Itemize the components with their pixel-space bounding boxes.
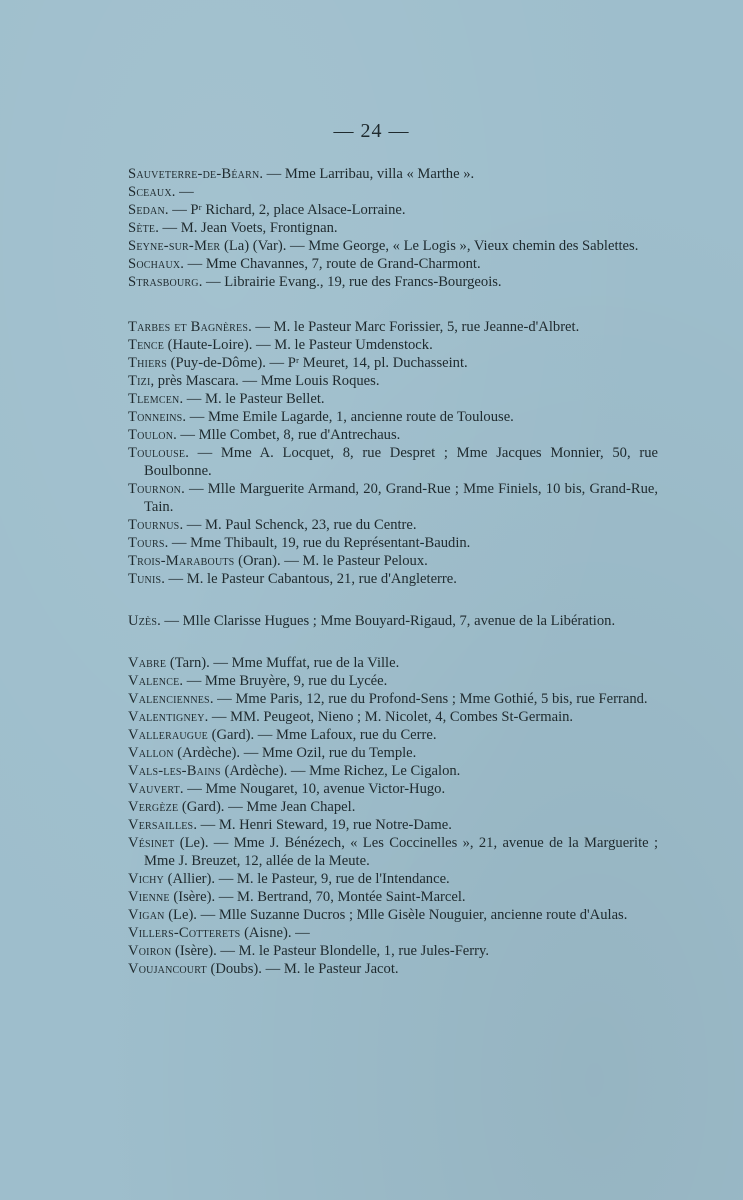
list-item xyxy=(128,318,658,336)
entry-details: . — Librairie Evang., 19, rue des Francs-Bourgeois. xyxy=(198,274,502,290)
list-item xyxy=(128,219,658,237)
list-item xyxy=(128,780,658,798)
town-name: Sochaux xyxy=(128,256,181,272)
entry-details: (Tarn). — Mme Muffat, rue de la Ville. xyxy=(166,655,400,671)
list-item xyxy=(128,201,658,219)
town-name: Vergèze xyxy=(128,799,179,815)
entry-details: . — Mme Paris, 12, rue du Profond-Sens ; Mme Gothié, 5 bis, rue Ferrand. xyxy=(209,691,648,707)
list-item xyxy=(128,834,658,870)
town-name: Vals-les-Bains xyxy=(128,763,221,779)
list-item xyxy=(128,960,658,978)
list-item xyxy=(128,570,658,588)
entry-details: . — Mlle Marguerite Armand, 20, Grand-Rue ; Mme Finiels, 10 bis, Grand-Rue, Tain. xyxy=(144,481,658,515)
list-item xyxy=(128,354,658,372)
list-item xyxy=(128,726,658,744)
list-item xyxy=(128,165,658,183)
list-item xyxy=(128,255,658,273)
entry-details: , près Mascara. — Mme Louis Roques. xyxy=(150,373,380,389)
entry-details: . — xyxy=(171,184,194,200)
entry-details: . — M. le Pasteur Marc Forissier, 5, rue Jeanne-d'Albret. xyxy=(248,319,580,335)
town-name: Sauveterre-de-Béarn xyxy=(128,166,260,182)
town-name: Vauvert xyxy=(128,781,180,797)
entry-details: . — Mme Bruyère, 9, rue du Lycée. xyxy=(179,673,388,689)
entry-details: . — MM. Peugeot, Nieno ; M. Nicolet, 4, Combes St-Germain. xyxy=(204,709,574,725)
section-t xyxy=(128,318,658,588)
list-item xyxy=(128,534,658,552)
town-name: Sedan xyxy=(128,202,165,218)
town-name: Sète xyxy=(128,220,156,236)
list-item xyxy=(128,516,658,534)
entry-details: (Doubs). — M. le Pasteur Jacot. xyxy=(206,961,399,977)
entry-details: (Aisne). — xyxy=(240,925,310,941)
town-name: Trois-Marabouts xyxy=(128,553,235,569)
entry-details: (Puy-de-Dôme). — Pʳ Meuret, 14, pl. Duchasseint. xyxy=(167,355,468,371)
town-name: Tournon xyxy=(128,481,182,497)
list-item xyxy=(128,816,658,834)
list-item xyxy=(128,336,658,354)
list-item xyxy=(128,426,658,444)
entry-details: . — Mlle Clarisse Hugues ; Mme Bouyard-Rigaud, 7, avenue de la Libération. xyxy=(157,613,616,629)
town-name: Tarbes et Bagnères xyxy=(128,319,249,335)
entry-details: . — Mme Emile Lagarde, 1, ancienne route de Toulouse. xyxy=(182,409,514,425)
directory-listing xyxy=(128,165,658,978)
list-item xyxy=(128,672,658,690)
town-name: Vigan xyxy=(128,907,165,923)
list-item xyxy=(128,762,658,780)
entry-details: . — Mme Larribau, villa « Marthe ». xyxy=(259,166,475,182)
town-name: Vallon xyxy=(128,745,174,761)
town-name: Uzès xyxy=(128,613,158,629)
entry-details: . — Mme A. Locquet, 8, rue Despret ; Mme Jacques Monnier, 50, rue Boulbonne. xyxy=(144,445,658,479)
town-name: Valence xyxy=(128,673,180,689)
town-name: Tunis xyxy=(128,571,162,587)
entry-details: (Haute-Loire). — M. le Pasteur Umdenstock. xyxy=(164,337,433,353)
town-name: Vienne xyxy=(128,889,170,905)
entry-details: (Gard). — Mme Lafoux, rue du Cerre. xyxy=(207,727,437,743)
list-item xyxy=(128,273,658,291)
list-item xyxy=(128,690,658,708)
list-item xyxy=(128,444,658,480)
list-item xyxy=(128,924,658,942)
list-item xyxy=(128,183,658,201)
entry-details: . — M. Jean Voets, Frontignan. xyxy=(155,220,338,236)
town-name: Thiers xyxy=(128,355,168,371)
town-name: Tonneins xyxy=(128,409,183,425)
town-name: Tours xyxy=(128,535,165,551)
list-item xyxy=(128,888,658,906)
town-name: Vabre xyxy=(128,655,167,671)
town-name: Versailles xyxy=(128,817,194,833)
section-u xyxy=(128,612,658,630)
town-name: Tournus xyxy=(128,517,180,533)
list-item xyxy=(128,408,658,426)
list-item xyxy=(128,942,658,960)
entry-details: . — Pʳ Richard, 2, place Alsace-Lorraine. xyxy=(164,202,406,218)
town-name: Toulon xyxy=(128,427,174,443)
list-item xyxy=(128,372,658,390)
entry-details: (Le). — Mlle Suzanne Ducros ; Mlle Gisèle Nouguier, ancienne route d'Aulas. xyxy=(164,907,628,923)
town-name: Voiron xyxy=(128,943,172,959)
list-item xyxy=(128,798,658,816)
town-name: Strasbourg xyxy=(128,274,199,290)
town-name: Tlemcen xyxy=(128,391,180,407)
entry-details: (Isère). — M. Bertrand, 70, Montée Saint-Marcel. xyxy=(169,889,466,905)
list-item xyxy=(128,612,658,630)
entry-details: . — M. le Pasteur Bellet. xyxy=(179,391,325,407)
entry-details: (La) (Var). — Mme George, « Le Logis », Vieux chemin des Sablettes. xyxy=(220,238,639,254)
entry-details: . — Mme Chavannes, 7, route de Grand-Charmont. xyxy=(180,256,481,272)
entry-details: (Ardèche). — Mme Ozil, rue du Temple. xyxy=(173,745,417,761)
town-name: Valenciennes xyxy=(128,691,210,707)
section-v xyxy=(128,654,658,978)
list-item xyxy=(128,237,658,255)
entry-details: . — M. Paul Schenck, 23, rue du Centre. xyxy=(179,517,417,533)
page-number: — 24 — xyxy=(333,120,410,142)
town-name: Valleraugue xyxy=(128,727,208,743)
entry-details: . — M. Henri Steward, 19, rue Notre-Dame. xyxy=(193,817,452,833)
entry-details: (Gard). — Mme Jean Chapel. xyxy=(178,799,356,815)
entry-details: (Le). — Mme J. Bénézech, « Les Coccinelles », 21, avenue de la Marguerite ; Mme J. Breuzet, 12, allée de la Meute. xyxy=(144,835,658,869)
town-name: Toulouse xyxy=(128,445,186,461)
list-item xyxy=(128,744,658,762)
town-name: Villers-Cotterets xyxy=(128,925,241,941)
entry-details: . — Mme Thibault, 19, rue du Représentant-Baudin. xyxy=(164,535,471,551)
section-s xyxy=(128,165,658,291)
list-item xyxy=(128,906,658,924)
entry-details: (Isère). — M. le Pasteur Blondelle, 1, rue Jules-Ferry. xyxy=(171,943,490,959)
entry-details: (Ardèche). — Mme Richez, Le Cigalon. xyxy=(220,763,461,779)
list-item xyxy=(128,390,658,408)
entry-details: (Allier). — M. le Pasteur, 9, rue de l'Intendance. xyxy=(163,871,450,887)
town-name: Voujancourt xyxy=(128,961,207,977)
entry-details: . — Mlle Combet, 8, rue d'Antrechaus. xyxy=(173,427,401,443)
list-item xyxy=(128,654,658,672)
town-name: Sceaux xyxy=(128,184,172,200)
town-name: Seyne-sur-Mer xyxy=(128,238,221,254)
list-item xyxy=(128,552,658,570)
entry-details: . — M. le Pasteur Cabantous, 21, rue d'Angleterre. xyxy=(161,571,457,587)
entry-details: . — Mme Nougaret, 10, avenue Victor-Hugo. xyxy=(179,781,446,797)
list-item xyxy=(128,708,658,726)
entry-details: (Oran). — M. le Pasteur Peloux. xyxy=(234,553,428,569)
town-name: Valentigney xyxy=(128,709,205,725)
list-item xyxy=(128,480,658,516)
town-name: Tence xyxy=(128,337,165,353)
list-item xyxy=(128,870,658,888)
town-name: Vésinet xyxy=(128,835,175,851)
town-name: Tizi xyxy=(128,373,151,389)
town-name: Vichy xyxy=(128,871,164,887)
